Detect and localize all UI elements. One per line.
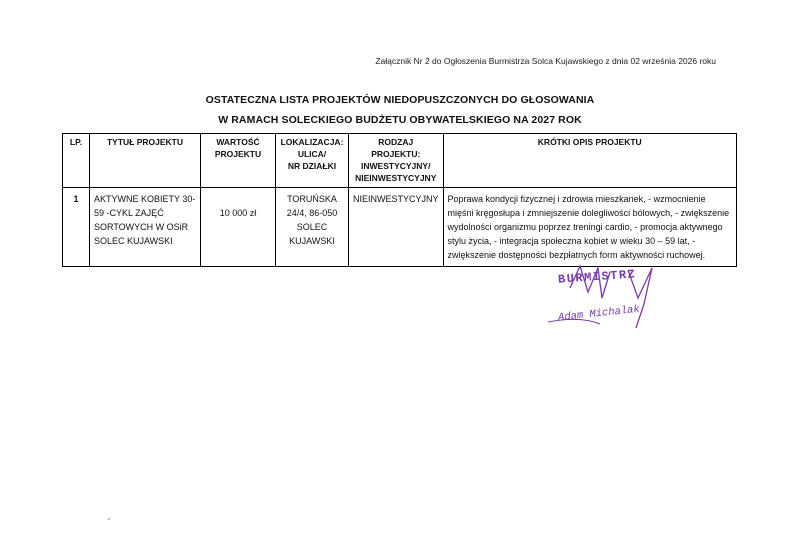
- attachment-note: Załącznik Nr 2 do Ogłoszenia Burmistrza Solca Kujawskiego z dnia 02 września 2026 roku: [375, 56, 716, 66]
- row-title: AKTYWNE KOBIETY 30-59 -CYKL ZAJĘĆ SORTOWYCH W OSiR SOLEC KUJAWSKI: [90, 188, 201, 267]
- table-header-row: [63, 134, 737, 188]
- mayor-signature-stamp: [540, 258, 670, 338]
- header-description: KRÓTKI OPIS PROJEKTU: [443, 134, 736, 188]
- header-value: WARTOŚĆ PROJEKTU: [201, 134, 276, 188]
- row-location: TORUŃSKA 24/4, 86-050 SOLEC KUJAWSKI: [276, 188, 349, 267]
- stamp-title: BURMISTRZ: [557, 267, 637, 287]
- header-type: RODZAJ PROJEKTU: INWESTYCYJNY/ NIEINWESTYCYJNY: [349, 134, 444, 188]
- scan-speck: [108, 518, 110, 520]
- row-type: NIEINWESTYCYJNY: [349, 188, 444, 267]
- row-value: 10 000 zł: [201, 188, 276, 267]
- stamp-name: Adam Michalak: [557, 303, 641, 325]
- projects-table: [62, 133, 737, 267]
- header-lp: LP.: [63, 134, 90, 188]
- page-title: OSTATECZNA LISTA PROJEKTÓW NIEDOPUSZCZONYCH DO GŁOSOWANIA: [205, 94, 595, 106]
- row-description: Poprawa kondycji fizycznej i zdrowia mieszkanek, - wzmocnienie mięśni kręgosłupa i zmniejszenie dolegliwości bólowych, - zwiększenie wydolności organizmu poprzez treningi cardio, - promocja aktywnego stylu życia, - integracja społeczna kobiet w wieku 30 – 59 lat, - zwiększenie dostępności bezpłatnych form aktywności ruchowej.: [443, 188, 736, 267]
- page-subtitle: W RAMACH SOLECKIEGO BUDŻETU OBYWATELSKIEGO NA 2027 ROK: [218, 114, 582, 126]
- row-lp: 1: [63, 188, 90, 267]
- header-location: LOKALIZACJA: ULICA/ NR DZIAŁKI: [276, 134, 349, 188]
- table-row: [63, 188, 737, 267]
- header-title: TYTUŁ PROJEKTU: [90, 134, 201, 188]
